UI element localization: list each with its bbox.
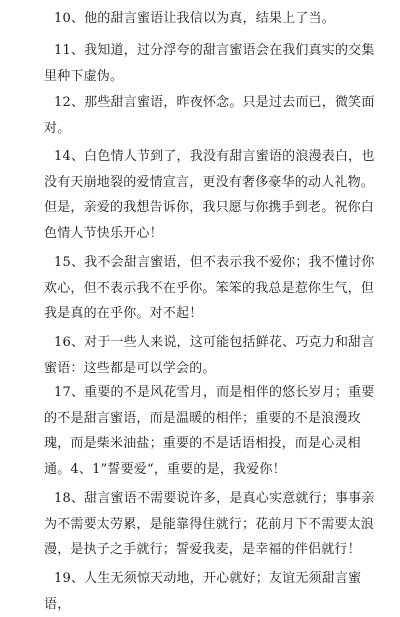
paragraph-12: 12、那些甜言蜜语，昨夜怀念。只是过去而已，微笑面对。 — [44, 95, 375, 136]
paragraph-14: 14、白色情人节到了，我没有甜言蜜语的浪漫表白，也没有天崩地裂的爱情宣言，更没有奢侈豪华的动人礼物。但是，亲爱的我想告诉你，我只愿与你携手到老。祝你白色情人节快乐开心！ — [44, 149, 375, 241]
paragraph-18: 18、甜言蜜语不需要说许多，是真心实意就行；事事亲为不需要太劳累，是能靠得住就行；花前月下不需要太浪漫，是执子之手就行；誓爱我麦，是幸福的伴侣就行！ — [44, 491, 375, 557]
paragraph-17: 17、重要的不是风花雪月，而是相伴的悠长岁月；重要的不是甜言蜜语，而是温暖的相伴；重要的不是浪漫玫瑰，而是柴米油盐；重要的不是话语相投，而是心灵相通。4、1”誓要爱“，重要的是，我爱你！ — [44, 385, 375, 477]
paragraph-10: 10、他的甜言蜜语让我信以为真，结果上了当。 — [54, 11, 335, 26]
paragraph-16: 16、对于一些人来说，这可能包括鲜花、巧克力和甜言蜜语：这些都是可以学会的。 — [44, 335, 375, 376]
paragraph-11: 11、我知道，过分浮夸的甜言蜜语会在我们真实的交集里种下虚伪。 — [44, 43, 375, 84]
paragraph-19: 19、人生无须惊天动地，开心就好；友谊无须甜言蜜语， — [44, 571, 362, 612]
paragraph-15: 15、我不会甜言蜜语，但不表示我不爱你；我不懂讨你欢心，但不表示我不在乎你。笨笨的我总是惹你生气，但我是真的在乎你。对不起！ — [44, 255, 375, 321]
